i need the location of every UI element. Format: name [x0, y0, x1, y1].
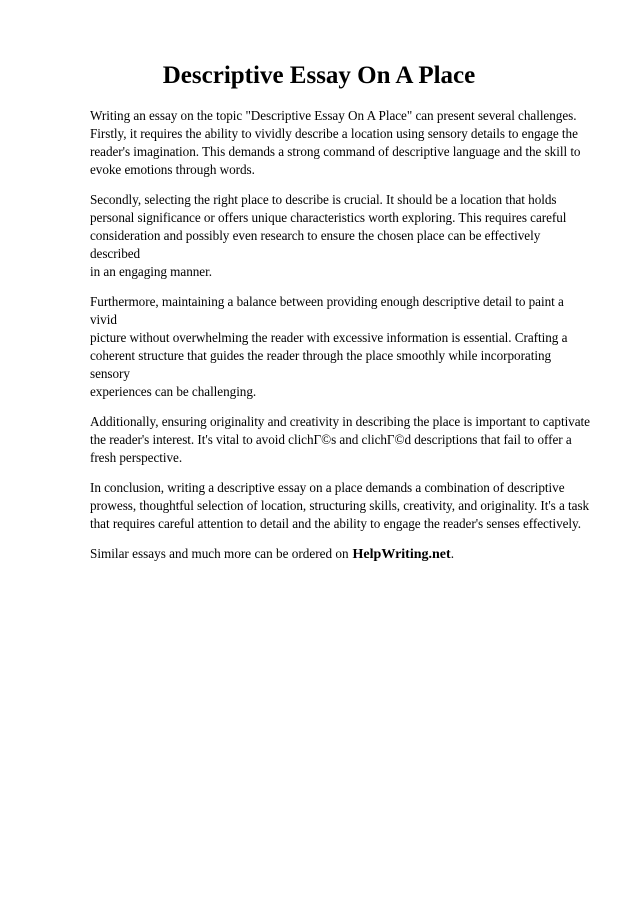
document-title: Descriptive Essay On A Place — [162, 62, 476, 89]
paragraph-3: Furthermore, maintaining a balance between providing enough descriptive detail to paint a vivid picture without overwhelming the reader with excessive information is essential. Crafting a coherent structure that guides the reader through the place smoothly while incorporating sensory experiences can be challenging. — [90, 294, 568, 399]
footer-text: Similar essays and much more can be ordered on — [90, 546, 349, 561]
footer-suffix: . — [450, 546, 454, 561]
brand-link[interactable]: HelpWriting.net — [352, 547, 451, 562]
paragraph-2: Secondly, selecting the right place to describe is crucial. It should be a location that holds personal significance or offers unique characteristics worth exploring. This requires careful consideration and possibly even research to ensure the chosen place can be effectively described in an engaging manner. — [90, 192, 567, 279]
paragraph-4: Additionally, ensuring originality and creativity in describing the place is important to captivate the reader's interest. It's vital to avoid clichГ©s and clichГ©d descriptions that fail to offer a fresh perspective. — [90, 414, 590, 465]
paragraph-1: Writing an essay on the topic "Descriptive Essay On A Place" can present several challenges. Firstly, it requires the ability to vividly describe a location using sensory details to engage the reader's imagination. This demands a strong command of descriptive language and the skill to evoke emotions through words. — [90, 108, 581, 177]
document-body — [90, 107, 590, 564]
paragraph-5: In conclusion, writing a descriptive essay on a place demands a combination of descriptive prowess, thoughtful selection of location, structuring skills, creativity, and originality. It's a task that requires careful attention to detail and the ability to engage the reader's senses effectively. — [90, 480, 590, 531]
footer-line — [90, 545, 590, 564]
